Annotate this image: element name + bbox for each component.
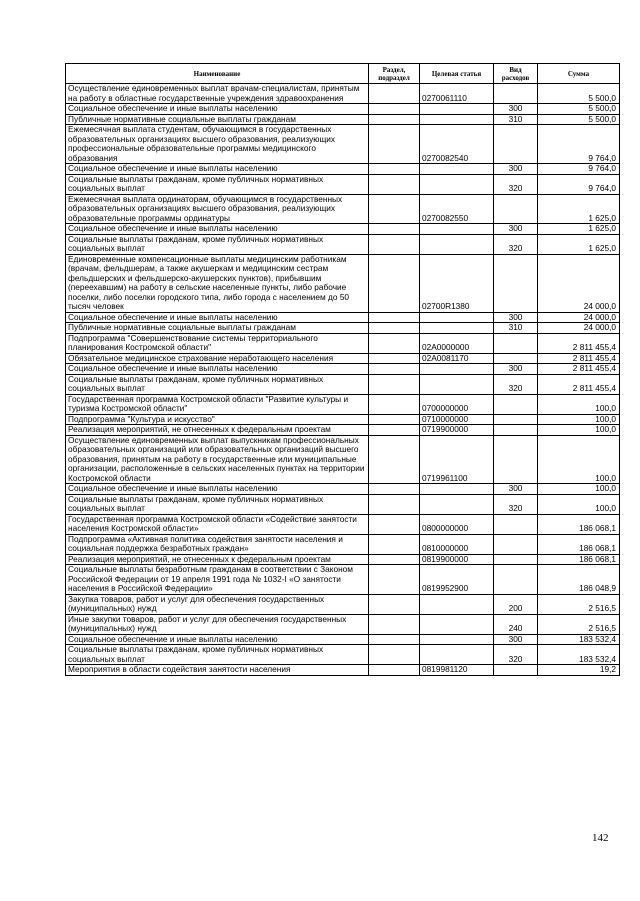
- page-number: 142: [592, 832, 609, 844]
- cell-sum: 9 764,0: [538, 125, 620, 164]
- cell-sum: 186 048,9: [538, 565, 620, 595]
- cell-target: 0810000000: [420, 534, 494, 554]
- header-sum: Сумма: [538, 64, 620, 84]
- cell-sum: 2 811 455,4: [538, 333, 620, 353]
- cell-target: 0819981120: [420, 665, 494, 676]
- cell-sum: 186 068,1: [538, 514, 620, 534]
- header-section: Раздел, подраздел: [369, 64, 420, 84]
- cell-target: [420, 374, 494, 394]
- cell-section: [369, 174, 420, 194]
- cell-expense: [494, 333, 538, 353]
- cell-target: [420, 614, 494, 634]
- cell-name: Государственная программа Костромской области «Содействие занятости населения Костромской области»: [66, 514, 369, 534]
- cell-name: Публичные нормативные социальные выплаты гражданам: [66, 114, 369, 125]
- cell-name: Социальное обеспечение и иные выплаты населению: [66, 224, 369, 235]
- cell-name: Иные закупки товаров, работ и услуг для обеспечения государственных (муниципальных) нужд: [66, 614, 369, 634]
- table-row: [66, 484, 620, 495]
- cell-target: [420, 174, 494, 194]
- cell-name: Социальное обеспечение и иные выплаты населению: [66, 104, 369, 115]
- cell-section: [369, 114, 420, 125]
- cell-expense: 240: [494, 614, 538, 634]
- header-target: Целевая статья: [420, 64, 494, 84]
- cell-target: [420, 323, 494, 334]
- table-row: [66, 164, 620, 175]
- cell-expense: 320: [494, 645, 538, 665]
- cell-name: Публичные нормативные социальные выплаты гражданам: [66, 323, 369, 334]
- table-row: [66, 425, 620, 436]
- table-row: [66, 614, 620, 634]
- cell-sum: 2 516,5: [538, 594, 620, 614]
- cell-section: [369, 125, 420, 164]
- cell-section: [369, 224, 420, 235]
- cell-expense: [494, 534, 538, 554]
- cell-section: [369, 634, 420, 645]
- cell-name: Социальное обеспечение и иные выплаты населению: [66, 634, 369, 645]
- cell-name: Осуществление единовременных выплат врачам-специалистам, принятым на работу в областные государственные учреждения здравоохранения: [66, 84, 369, 104]
- cell-name: Ежемесячная выплата студентам, обучающимся в государственных образовательных организациях высшего образования, реализующих профессиональные образовательные программы медицинского образования: [66, 125, 369, 164]
- cell-sum: 1 625,0: [538, 224, 620, 235]
- cell-name: Осуществление единовременных выплат выпускникам профессиональных образовательных организаций или образовательных организаций высшего образования, принятым на работу в государственные или муниципальные организации, расположенные в сельских населенных пунктах на территории Костромской области: [66, 435, 369, 484]
- cell-section: [369, 374, 420, 394]
- cell-section: [369, 665, 420, 676]
- cell-target: [420, 364, 494, 375]
- cell-section: [369, 84, 420, 104]
- cell-target: [420, 104, 494, 115]
- table-row: [66, 323, 620, 334]
- cell-target: 0270061110: [420, 84, 494, 104]
- cell-name: Мероприятия в области содействия занятости населения: [66, 665, 369, 676]
- cell-name: Реализация мероприятий, не отнесенных к федеральным проектам: [66, 554, 369, 565]
- table-row: [66, 374, 620, 394]
- cell-section: [369, 565, 420, 595]
- cell-name: Ежемесячная выплата ординаторам, обучающимся в государственных образовательных организациях высшего образования, реализующих образовательные программы ординатуры: [66, 194, 369, 224]
- table-body: [66, 84, 620, 676]
- cell-target: 02700R1380: [420, 254, 494, 312]
- table-row: [66, 254, 620, 312]
- table-row: [66, 114, 620, 125]
- cell-section: [369, 514, 420, 534]
- cell-expense: 300: [494, 484, 538, 495]
- cell-sum: 5 500,0: [538, 84, 620, 104]
- cell-sum: 100,0: [538, 414, 620, 425]
- table-row: [66, 353, 620, 364]
- cell-sum: 2 811 455,4: [538, 374, 620, 394]
- cell-name: Социальное обеспечение и иные выплаты населению: [66, 484, 369, 495]
- cell-expense: 310: [494, 323, 538, 334]
- cell-section: [369, 254, 420, 312]
- cell-name: Реализация мероприятий, не отнесенных к федеральным проектам: [66, 425, 369, 436]
- cell-target: [420, 645, 494, 665]
- cell-section: [369, 194, 420, 224]
- cell-expense: 300: [494, 104, 538, 115]
- table-row: [66, 435, 620, 484]
- table-row: [66, 312, 620, 323]
- cell-expense: 300: [494, 312, 538, 323]
- cell-target: 0710000000: [420, 414, 494, 425]
- cell-section: [369, 534, 420, 554]
- cell-sum: 2 516,5: [538, 614, 620, 634]
- cell-target: [420, 224, 494, 235]
- cell-sum: 186 068,1: [538, 534, 620, 554]
- budget-table: [65, 63, 620, 676]
- header-name: Наименование: [66, 64, 369, 84]
- cell-target: 02А0081170: [420, 353, 494, 364]
- cell-expense: [494, 554, 538, 565]
- cell-sum: 100,0: [538, 425, 620, 436]
- table-row: [66, 234, 620, 254]
- cell-section: [369, 414, 420, 425]
- table-row: [66, 414, 620, 425]
- cell-sum: 100,0: [538, 435, 620, 484]
- cell-target: 0270082540: [420, 125, 494, 164]
- cell-section: [369, 425, 420, 436]
- cell-target: 0719900000: [420, 425, 494, 436]
- cell-section: [369, 554, 420, 565]
- cell-section: [369, 333, 420, 353]
- cell-section: [369, 435, 420, 484]
- cell-target: 02А0000000: [420, 333, 494, 353]
- cell-expense: [494, 665, 538, 676]
- cell-sum: 24 000,0: [538, 323, 620, 334]
- cell-target: [420, 114, 494, 125]
- cell-expense: 200: [494, 594, 538, 614]
- table-row: [66, 494, 620, 514]
- cell-expense: 320: [494, 374, 538, 394]
- cell-sum: 9 764,0: [538, 174, 620, 194]
- table-row: [66, 364, 620, 375]
- table-row: [66, 333, 620, 353]
- cell-sum: 183 532,4: [538, 645, 620, 665]
- cell-name: Социальное обеспечение и иные выплаты населению: [66, 364, 369, 375]
- cell-expense: 320: [494, 234, 538, 254]
- cell-expense: [494, 353, 538, 364]
- cell-name: Подпрограмма "Культура и искусство": [66, 414, 369, 425]
- header-expense: Вид расходов: [494, 64, 538, 84]
- cell-section: [369, 594, 420, 614]
- cell-section: [369, 484, 420, 495]
- cell-section: [369, 614, 420, 634]
- cell-sum: 1 625,0: [538, 194, 620, 224]
- cell-expense: 300: [494, 364, 538, 375]
- cell-target: [420, 634, 494, 645]
- cell-section: [369, 323, 420, 334]
- table-row: [66, 554, 620, 565]
- cell-expense: 300: [494, 224, 538, 235]
- cell-sum: 24 000,0: [538, 254, 620, 312]
- cell-expense: [494, 435, 538, 484]
- cell-name: Подпрограмма "Совершенствование системы территориального планирования Костромской области": [66, 333, 369, 353]
- table-row: [66, 224, 620, 235]
- cell-section: [369, 364, 420, 375]
- table-row: [66, 125, 620, 164]
- cell-target: [420, 494, 494, 514]
- cell-sum: 183 532,4: [538, 634, 620, 645]
- cell-name: Подпрограмма «Активная политика содействия занятости населения и социальная поддержка безработных граждан»: [66, 534, 369, 554]
- cell-sum: 5 500,0: [538, 104, 620, 115]
- cell-name: Социальные выплаты гражданам, кроме публичных нормативных социальных выплат: [66, 645, 369, 665]
- cell-expense: 320: [494, 174, 538, 194]
- cell-sum: 5 500,0: [538, 114, 620, 125]
- table-row: [66, 84, 620, 104]
- table-header-row: [66, 64, 620, 84]
- cell-name: Социальное обеспечение и иные выплаты населению: [66, 312, 369, 323]
- table-row: [66, 634, 620, 645]
- cell-expense: 300: [494, 634, 538, 645]
- cell-name: Единовременные компенсационные выплаты медицинским работникам (врачам, фельдшерам, а также акушеркам и медицинским сестрам фельдшерских и фельдшерско-акушерских пунктов), прибывшим (переехавшим) на работу в сельские населенные пункты, либо рабочие поселки, либо поселки городского типа, либо города с населением до 50 тысяч человек: [66, 254, 369, 312]
- cell-name: Социальные выплаты гражданам, кроме публичных нормативных социальных выплат: [66, 494, 369, 514]
- cell-target: [420, 312, 494, 323]
- cell-name: Социальные выплаты гражданам, кроме публичных нормативных социальных выплат: [66, 234, 369, 254]
- cell-sum: 1 625,0: [538, 234, 620, 254]
- cell-target: 0800000000: [420, 514, 494, 534]
- cell-expense: [494, 514, 538, 534]
- cell-name: Социальные выплаты гражданам, кроме публичных нормативных социальных выплат: [66, 374, 369, 394]
- cell-expense: [494, 394, 538, 414]
- cell-section: [369, 104, 420, 115]
- cell-expense: [494, 194, 538, 224]
- cell-sum: 100,0: [538, 394, 620, 414]
- cell-sum: 2 811 455,4: [538, 364, 620, 375]
- cell-sum: 9 764,0: [538, 164, 620, 175]
- cell-section: [369, 645, 420, 665]
- cell-target: 0270082550: [420, 194, 494, 224]
- cell-target: 0819952900: [420, 565, 494, 595]
- cell-expense: [494, 414, 538, 425]
- document-page: [65, 63, 619, 676]
- table-row: [66, 394, 620, 414]
- cell-section: [369, 312, 420, 323]
- cell-section: [369, 164, 420, 175]
- cell-target: [420, 234, 494, 254]
- table-row: [66, 594, 620, 614]
- cell-name: Социальное обеспечение и иные выплаты населению: [66, 164, 369, 175]
- cell-name: Государственная программа Костромской области "Развитие культуры и туризма Костромской области": [66, 394, 369, 414]
- cell-sum: 186 068,1: [538, 554, 620, 565]
- cell-expense: [494, 425, 538, 436]
- cell-name: Социальные выплаты безработным гражданам в соответствии с Законом Российской Федерации от 19 апреля 1991 года № 1032-I «О занятости населения в Российской Федерации»: [66, 565, 369, 595]
- cell-section: [369, 494, 420, 514]
- cell-expense: 320: [494, 494, 538, 514]
- cell-sum: 2 811 455,4: [538, 353, 620, 364]
- table-row: [66, 514, 620, 534]
- cell-target: 0819900000: [420, 554, 494, 565]
- table-row: [66, 534, 620, 554]
- cell-expense: [494, 84, 538, 104]
- table-row: [66, 665, 620, 676]
- cell-sum: 24 000,0: [538, 312, 620, 323]
- cell-section: [369, 394, 420, 414]
- table-row: [66, 104, 620, 115]
- cell-expense: [494, 565, 538, 595]
- cell-expense: 310: [494, 114, 538, 125]
- cell-target: [420, 164, 494, 175]
- cell-expense: [494, 254, 538, 312]
- cell-target: 0700000000: [420, 394, 494, 414]
- cell-section: [369, 234, 420, 254]
- cell-name: Социальные выплаты гражданам, кроме публичных нормативных социальных выплат: [66, 174, 369, 194]
- cell-sum: 100,0: [538, 484, 620, 495]
- table-row: [66, 174, 620, 194]
- cell-section: [369, 353, 420, 364]
- cell-target: 0719961100: [420, 435, 494, 484]
- cell-name: Закупка товаров, работ и услуг для обеспечения государственных (муниципальных) нужд: [66, 594, 369, 614]
- table-row: [66, 194, 620, 224]
- table-row: [66, 645, 620, 665]
- table-row: [66, 565, 620, 595]
- cell-name: Обязательное медицинское страхование неработающего населения: [66, 353, 369, 364]
- cell-expense: [494, 125, 538, 164]
- cell-expense: 300: [494, 164, 538, 175]
- cell-sum: 19,2: [538, 665, 620, 676]
- cell-target: [420, 594, 494, 614]
- cell-sum: 100,0: [538, 494, 620, 514]
- cell-target: [420, 484, 494, 495]
